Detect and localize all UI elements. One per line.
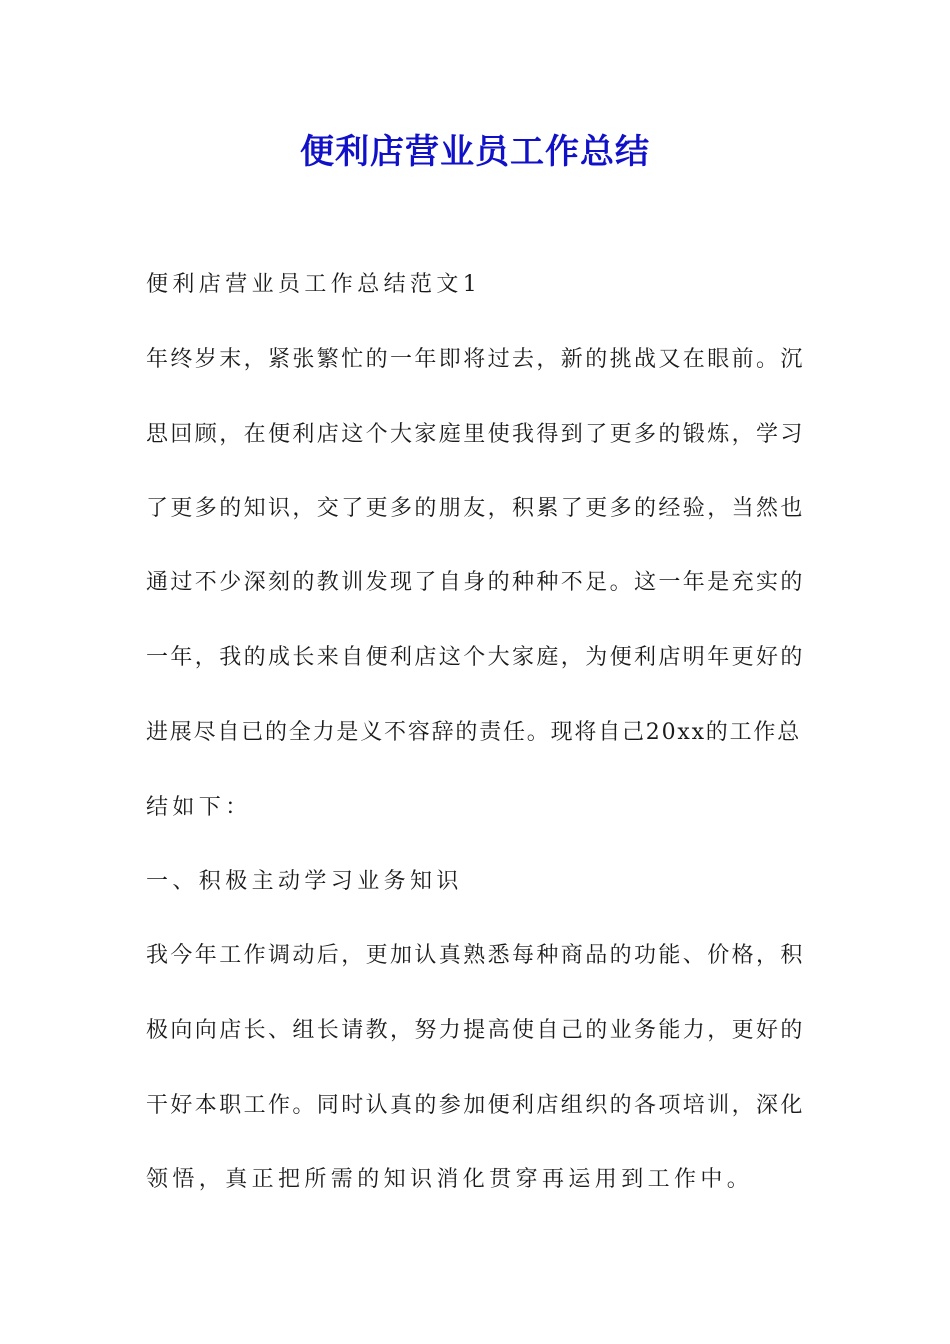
paragraph-line: 领悟，真正把所需的知识消化贯穿再运用到工作中。: [146, 1167, 754, 1192]
paragraph-line: 年终岁末，紧张繁忙的一年即将过去，新的挑战又在眼前。沉: [146, 347, 805, 372]
document-title: 便利店营业员工作总结: [300, 132, 650, 172]
paragraph-line: 思回顾，在便利店这个大家庭里使我得到了更多的锻炼，学习: [146, 422, 805, 447]
paragraph-line: 了更多的知识，交了更多的朋友，积累了更多的经验，当然也: [146, 496, 805, 521]
paragraph-line: 一年，我的成长来自便利店这个大家庭，为便利店明年更好的: [146, 645, 805, 670]
paragraph-line: 我今年工作调动后，更加认真熟悉每种商品的功能、价格，积: [146, 943, 805, 968]
section-heading: 一、积极主动学习业务知识: [146, 869, 463, 894]
document-subtitle: 便利店营业员工作总结范文1: [146, 272, 482, 297]
paragraph-line: 极向向店长、组长请教，努力提高使自己的业务能力，更好的: [146, 1018, 805, 1043]
paragraph-line: 进展尽自已的全力是义不容辞的责任。现将自己20xx的工作总: [146, 720, 802, 745]
paragraph-line: 干好本职工作。同时认真的参加便利店组织的各项培训，深化: [146, 1093, 805, 1118]
paragraph-line: 结如下：: [146, 795, 252, 820]
paragraph-line: 通过不少深刻的教训发现了自身的种种不足。这一年是充实的: [146, 570, 805, 595]
